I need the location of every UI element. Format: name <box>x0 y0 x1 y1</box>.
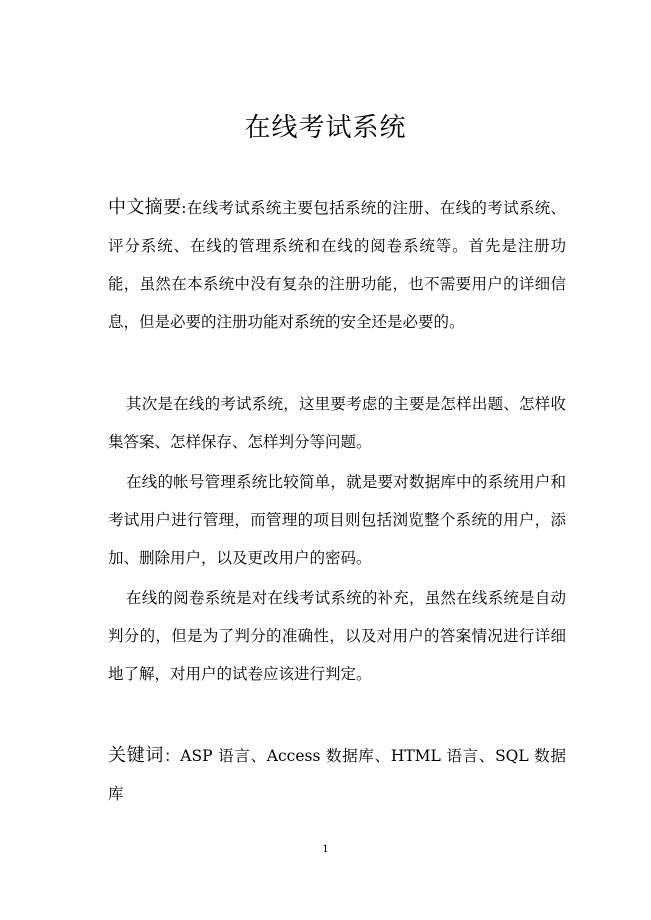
abstract-text: :在线考试系统主要包括系统的注册、在线的考试系统、评分系统、在线的管理系统和在线的阅卷系统等。首先是注册功能，虽然在本系统中没有复杂的注册功能，也不需要用户的详细信息，但是必要的注册功能对系统的安全还是必要的。 <box>108 199 567 331</box>
body-paragraph-account-management: 在线的帐号管理系统比较简单，就是要对数据库中的系统用户和考试用户进行管理，而管理的项目则包括浏览整个系统的用户，添加、删除用户，以及更改用户的密码。 <box>108 473 566 567</box>
keywords-label: 关键词 <box>108 745 165 766</box>
document-title: 在线考试系统 <box>244 113 407 143</box>
page-number: 1 <box>322 844 329 855</box>
abstract-paragraph <box>108 189 566 341</box>
body-paragraph-exam-system: 其次是在线的考试系统，这里要考虑的主要是怎样出题、怎样收集答案、怎样保存、怎样判分等问题。 <box>108 395 566 451</box>
abstract-label: 中文摘要 <box>108 197 182 218</box>
body-paragraph-grading-system: 在线的阅卷系统是对在线考试系统的补充，虽然在线系统是自动判分的，但是为了判分的准确性，以及对用户的答案情况进行详细地了解，对用户的试卷应该进行判定。 <box>108 589 566 683</box>
keywords-text: ：ASP 语言、Access 数据库、HTML 语言、SQL 数据库 <box>108 747 567 803</box>
keywords-paragraph <box>108 737 566 813</box>
